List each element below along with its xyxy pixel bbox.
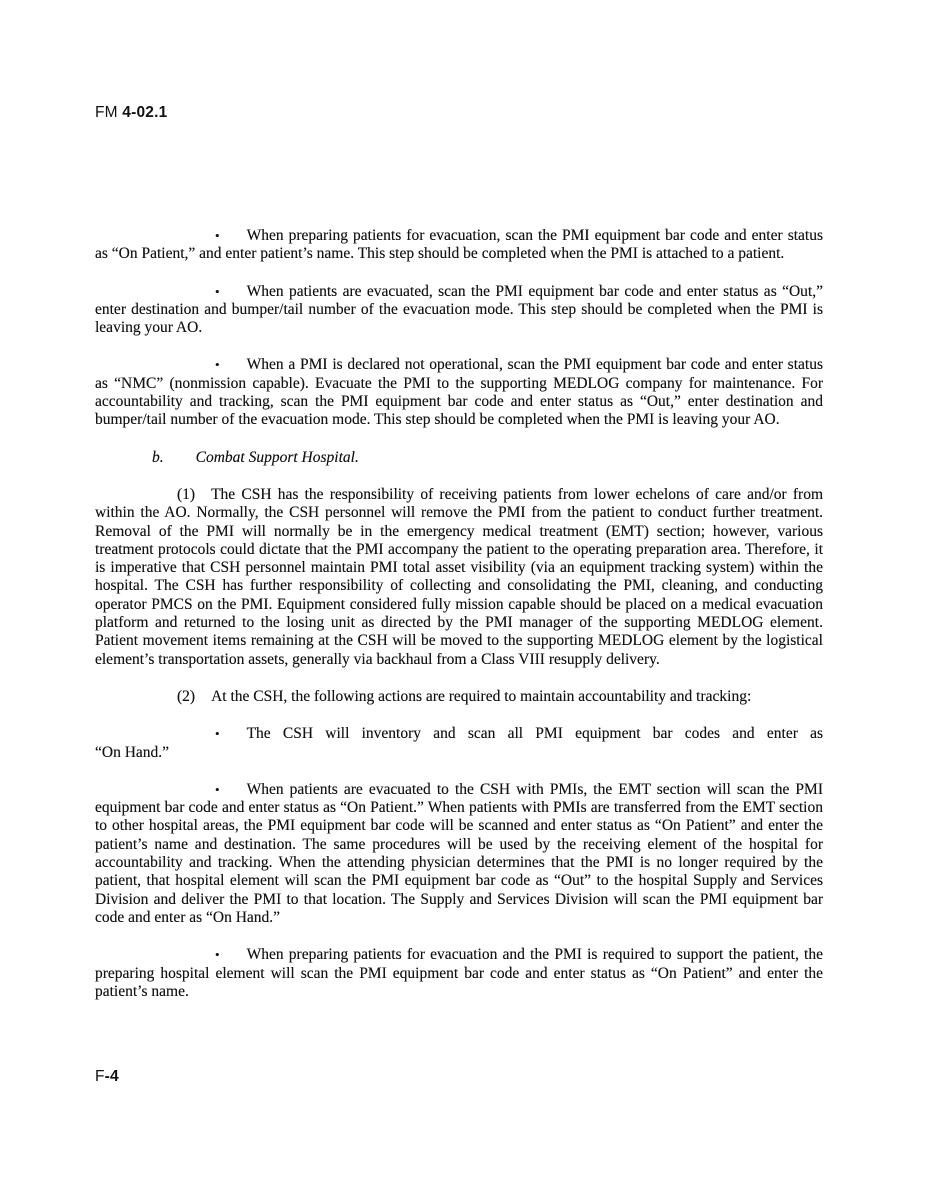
- bullet-icon: •: [215, 726, 220, 742]
- paragraph-text: At the CSH, the following actions are required to maintain accountability and tracking:: [211, 687, 752, 705]
- bullet-item: [95, 725, 823, 762]
- bullet-icon: •: [215, 781, 220, 797]
- paragraph-text: When patients are evacuated, scan the PMI equipment bar code and enter status as “Out,” enter destination and bumper/tail number of the evacuation mode. This step should be completed when the PMI is leaving your AO.: [95, 282, 823, 337]
- paragraph-text: When preparing patients for evacuation and the PMI is required to support the patient, the preparing hospital element will scan the PMI equipment bar code and enter status as “On Patient” and enter the patient’s name.: [95, 946, 823, 1000]
- page-header: [95, 104, 167, 122]
- section-title: Combat Support Hospital.: [195, 448, 359, 466]
- hanging-line-text: “On Hand.”: [95, 743, 170, 761]
- paragraph-text: When patients are evacuated to the CSH with PMIs, the EMT section will scan the PMI equipment bar code and enter status as “On Patient.” When patients with PMIs are transferred from the EMT section to other hospital areas, the PMI equipment bar code will be scanned and enter status as “On Patient” and enter the patient’s name and destination. The same procedures will be used by the receiving element of the hospital for accountability and tracking. When the attending physician determines that the PMI is no longer required by the patient, that hospital element will scan the PMI equipment bar code as “Out” to the hospital Supply and Services Division and deliver the PMI to that location. The Supply and Services Division will scan the PMI equipment bar code and enter as “On Hand.”: [95, 780, 823, 926]
- section-letter: b.: [152, 448, 164, 466]
- subparagraph-number: (1): [177, 485, 196, 503]
- bullet-icon: •: [215, 947, 220, 963]
- bullet-item: [95, 781, 823, 927]
- bullet-item: [95, 283, 823, 338]
- justified-first-line: [95, 725, 823, 743]
- page-footer: [95, 1068, 119, 1086]
- document-body: [95, 227, 823, 1001]
- paragraph-text: When preparing patients for evacuation, scan the PMI equipment bar code and enter status as “On Patient,” and enter patient’s name. This step should be completed when the PMI is attached to a patient.: [95, 227, 823, 263]
- subparagraph-1: [95, 486, 823, 669]
- header-manual-prefix: FM: [95, 104, 123, 121]
- bullet-icon: •: [215, 357, 220, 373]
- subparagraph-2: [95, 688, 823, 706]
- bullet-item: [95, 227, 823, 264]
- footer-page-number: -4: [104, 1068, 119, 1085]
- bullet-item: [95, 356, 823, 429]
- subparagraph-number: (2): [177, 687, 196, 705]
- bullet-icon: •: [215, 283, 220, 299]
- bullet-icon: •: [215, 228, 220, 243]
- footer-page-prefix: F: [95, 1068, 105, 1085]
- section-heading-b: [95, 449, 823, 467]
- paragraph-text: The CSH has the responsibility of receiving patients from lower echelons of care and/or from within the AO. Normally, the CSH personnel will remove the PMI from the patient to conduct further treatment. Removal of the PMI will normally be in the emergency medical treatment (EMT) section; however, various treatment protocols could dictate that the PMI accompany the patient to the operating preparation area. Therefore, it is imperative that CSH personnel maintain PMI total asset visibility (via an equipment tracking system) within the hospital. The CSH has further responsibility of collecting and consolidating the PMI, cleaning, and conducting operator PMCS on the PMI. Equipment considered fully mission capable should be placed on a medical evacuation platform and returned to the losing unit as directed by the PMI manager of the supporting MEDLOG element. Patient movement items remaining at the CSH will be moved to the supporting MEDLOG element by the logistical element’s transportation assets, generally via backhaul from a Class VIII resupply delivery.: [95, 485, 823, 668]
- bullet-item: [95, 946, 823, 1001]
- paragraph-text: The CSH will inventory and scan all PMI equipment bar codes and enter as: [246, 725, 823, 743]
- paragraph-text: When a PMI is declared not operational, scan the PMI equipment bar code and enter status as “NMC” (nonmission capable). Evacuate the PMI to the supporting MEDLOG company for maintenance. For accountability and tracking, scan the PMI equipment bar code and enter status as “Out,” enter destination and bumper/tail number of the evacuation mode. This step should be completed when the PMI is leaving your AO.: [95, 356, 823, 429]
- header-manual-number: 4-02.1: [122, 104, 168, 121]
